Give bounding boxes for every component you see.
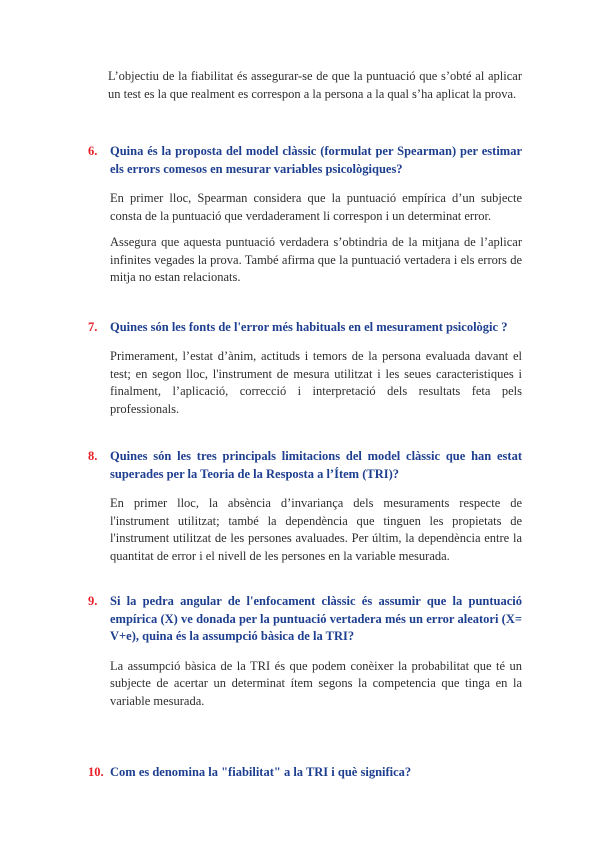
intro-paragraph: L’objectiu de la fiabilitat és assegurar-se de que la puntuació que s’obté al aplicar un test es la que realment es correspon a la persona a la qual s’ha aplicat la prova.	[108, 69, 522, 101]
question-heading-6	[88, 143, 522, 178]
answer-paragraph-7-1: Primerament, l’estat d’ànim, actituds i temors de la persona evaluada davant el test; en segon lloc, l'instrument de mesura utilitzat i les seues caracteristiques i finalment, l’aplicació, correcció i interpretació dels resultats feta pels professionals.	[110, 349, 522, 416]
question-heading-8	[88, 448, 522, 483]
question-section-8	[88, 448, 522, 565]
question-heading-10	[88, 764, 522, 782]
answer-paragraph-8-1: En primer lloc, la absència d’invariança dels mesuraments respecte de l'instrument utilitzat; també la dependència que tinguen les propietats de l'instrument utilitzat de les persones avaluades. Per últim, la dependència entre la quantitat de error i el nivell de les persones en la variable mesurada.	[110, 496, 522, 563]
question-text-6: Quina és la proposta del model clàssic (formulat per Spearman) per estimar els errors comesos en mesurar variables psicològiques?	[110, 144, 522, 176]
question-number-8: 8.	[88, 449, 98, 463]
question-heading-7	[88, 319, 522, 337]
question-section-9	[88, 593, 522, 710]
answer-paragraph-6-1: En primer lloc, Spearman considera que la puntuació empírica d’un subjecte consta de la puntuació que verdaderament li correspon i un determinat error.	[110, 191, 522, 223]
question-section-10	[88, 764, 522, 782]
question-number-7: 7.	[88, 319, 98, 334]
question-number-6: 6.	[88, 144, 98, 158]
question-number-9: 9.	[88, 594, 98, 608]
question-heading-9	[88, 593, 522, 646]
question-number-10: 10.	[88, 765, 104, 779]
question-text-7: Quines són les fonts de l'error més habituals en el mesurament psicològic ?	[110, 319, 508, 334]
question-text-10: Com es denomina la "fiabilitat" a la TRI i què significa?	[110, 765, 412, 779]
question-text-8: Quines són les tres principals limitacions del model clàssic que han estat superades per la Teoria de la Resposta a l’Ítem (TRI)?	[110, 449, 522, 481]
answer-paragraph-6-2: Assegura que aquesta puntuació verdadera s’obtindria de la mitjana de l’aplicar infinites vegades la prova. També afirma que la puntuació vertadera i els errors de mitja no estan relacionats.	[110, 235, 522, 284]
question-section-7	[88, 319, 522, 419]
answer-paragraph-9-1: La assumpció bàsica de la TRI és que podem conèixer la probabilitat que té un subjecte de acertar un determinat ítem segons la competencia que tinga en la variable mesurada.	[110, 658, 522, 708]
question-text-9: Si la pedra angular de l'enfocament clàssic és assumir que la puntuació empírica (X) ve donada per la puntuació vertadera més un error aleatori (X= V+e), quina és la assumpció bàsica de la TRI?	[110, 594, 522, 643]
question-section-6	[88, 143, 522, 287]
